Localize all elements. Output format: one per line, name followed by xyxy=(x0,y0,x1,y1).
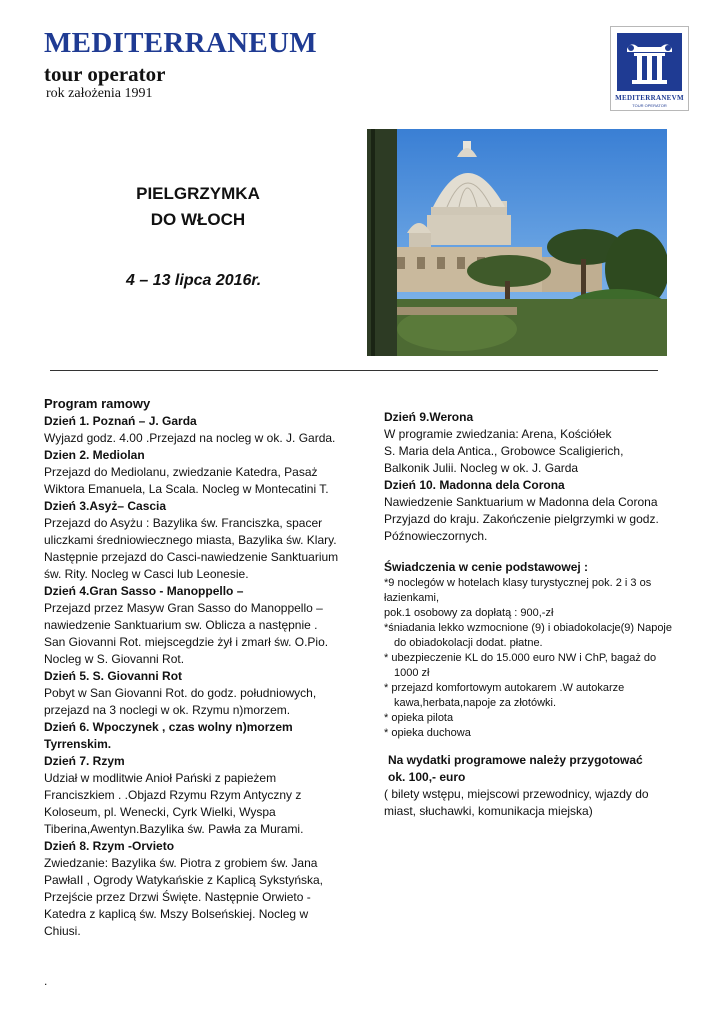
service-item: *śniadania lekko wzmocnione (9) i obiadokolacje(9) Napoje xyxy=(384,622,672,634)
day-line: Przejście przez Drzwi Święte. Następnie Orwieto - xyxy=(44,890,311,904)
company-logo xyxy=(610,26,689,111)
day-line: Przejazd przez Masyw Gran Sasso do Manoppello – xyxy=(44,601,323,615)
service-item-cont: kawa,herbata,napoje za złotówki. xyxy=(394,697,557,709)
day-title: Dzień 9.Werona xyxy=(384,410,474,424)
brand-name: MEDITERRANEUM xyxy=(44,27,317,59)
day-line: Pobyt w San Giovanni Rot. do godz. południowych, xyxy=(44,686,317,700)
day-line: W programie zwiedzania: Arena, Kościółek xyxy=(384,427,612,441)
service-item: * przejazd komfortowym autokarem .W autokarze xyxy=(384,682,625,694)
day-line: Przejazd do Mediolanu, zwiedzanie Katedra, Pasaż xyxy=(44,465,318,479)
day-line: Tiberina,Awentyn.Bazylika św. Pawła za Murami. xyxy=(44,822,304,836)
services-heading: Świadczenia w cenie podstawowej : xyxy=(384,560,589,574)
day-title: Dzień 10. Madonna dela Corona xyxy=(384,478,565,492)
service-item: * ubezpieczenie KL do 15.000 euro NW i ChP, bagaż do xyxy=(384,652,657,664)
day-title: Dzień 1. Poznań – J. Garda xyxy=(44,414,197,428)
day-line: Przyjazd do kraju. Zakończenie pielgrzymki w godz. xyxy=(384,512,659,526)
day-line: Następnie przejazd do Casci-nawiedzenie Sanktuarium xyxy=(44,550,339,564)
day-line: przejazd na 3 noclegi w ok. Rzymu n)morzem. xyxy=(44,703,291,717)
service-item: * opieka pilota xyxy=(384,712,454,724)
trip-dates: 4 – 13 lipca 2016r. xyxy=(126,272,262,289)
day-line: Nawiedzenie Sanktuarium w Madonna dela Corona xyxy=(384,495,658,509)
service-item: * opieka duchowa xyxy=(384,727,471,739)
program-heading: Program ramowy xyxy=(44,396,151,411)
program-column-right xyxy=(384,409,684,820)
day-title-cont: Tyrrenskim. xyxy=(44,737,112,751)
service-item: *9 noclegów w hotelach klasy turystycznej pok. 2 i 3 os xyxy=(384,577,652,589)
service-item: pok.1 osobowy za dopłatą : 900,-zł xyxy=(384,607,554,619)
basilica-photo xyxy=(367,129,667,356)
expenses-heading: Na wydatki programowe należy przygotować xyxy=(388,753,643,767)
day-line: Franciszkiem . .Objazd Rzymu Rzym Antyczny z xyxy=(44,788,302,802)
service-item-cont: do obiadokolacji dodat. płatne. xyxy=(394,637,543,649)
day-line: S. Maria dela Antica., Grobowce Scaligierich, xyxy=(384,444,624,458)
day-line: Przejazd do Asyżu : Bazylika św. Franciszka, spacer xyxy=(44,516,323,530)
expenses-amount: ok. 100,- euro xyxy=(388,770,466,784)
day-line: Udział w modlitwie Anioł Pański z papieżem xyxy=(44,771,277,785)
day-title: Dzień 6. Wpoczynek , czas wolny n)morzem xyxy=(44,720,293,734)
expenses-note: ( bilety wstępu, miejscowi przewodnicy, wjazdy do xyxy=(384,787,649,801)
footer-mark: . xyxy=(44,974,48,988)
day-line: Wyjazd godz. 4.00 .Przejazd na nocleg w ok. J. Garda. xyxy=(44,431,336,445)
day-title: Dzień 5. S. Giovanni Rot xyxy=(44,669,183,683)
day-line: Koloseum, pl. Wenecki, Cyrk Wielki, Wyspa xyxy=(44,805,276,819)
expenses-note: miast, słuchawki, komunikacja miejska) xyxy=(384,804,593,818)
day-line: Balkonik Julii. Nocleg w ok. J. Garda xyxy=(384,461,579,475)
founded-note: rok założenia 1991 xyxy=(46,86,153,101)
day-line: San Giovanni Rot. miejscegdzie żył i zmarł św. O.Pio. xyxy=(44,635,329,649)
trip-title-line1: PIELGRZYMKA xyxy=(136,184,260,203)
program-column-left xyxy=(44,395,364,940)
day-line: Zwiedzanie: Bazylika św. Piotra z grobiem św. Jana xyxy=(44,856,318,870)
day-title: Dzień 8. Rzym -Orvieto xyxy=(44,839,175,853)
service-item-cont: 1000 zł xyxy=(394,667,430,679)
column-temple-icon xyxy=(611,27,688,93)
day-line: św. Rity. Nocleg w Casci lub Leonesie. xyxy=(44,567,249,581)
day-line: Nocleg w S. Giovanni Rot. xyxy=(44,652,185,666)
logo-text: MEDITERRANEVM xyxy=(615,94,684,102)
day-line: Chiusi. xyxy=(44,924,81,938)
day-line: Katedra z kaplicą św. Mszy Bolseńskiej. Nocleg w xyxy=(44,907,309,921)
service-item-cont: łazienkami, xyxy=(384,592,440,604)
day-title: Dzien 2. Mediolan xyxy=(44,448,145,462)
day-line: nawiedzenie Sanktuarium sw. Oblicza a następnie . xyxy=(44,618,318,632)
day-line: Wiktora Emanuela, La Scala. Nocleg w Montecatini T. xyxy=(44,482,329,496)
day-line: Późnowieczornych. xyxy=(384,529,488,543)
trip-title xyxy=(100,181,296,233)
trip-title-line2: DO WŁOCH xyxy=(150,210,246,229)
brand-subtitle: tour operator xyxy=(44,62,166,86)
day-line: PawłaII , Ogrody Watykańskie z Kaplicą Sykstyńska, xyxy=(44,873,323,887)
day-title: Dzień 4.Gran Sasso - Manoppello – xyxy=(44,584,244,598)
day-title: Dzień 3.Asyż– Cascia xyxy=(44,499,167,513)
day-title: Dzień 7. Rzym xyxy=(44,754,125,768)
section-divider xyxy=(50,370,658,371)
logo-subtext: TOUR OPERATOR xyxy=(632,103,667,108)
day-line: uliczkami średniowiecznego miasta, Bazylika św. Klary. xyxy=(44,533,337,547)
